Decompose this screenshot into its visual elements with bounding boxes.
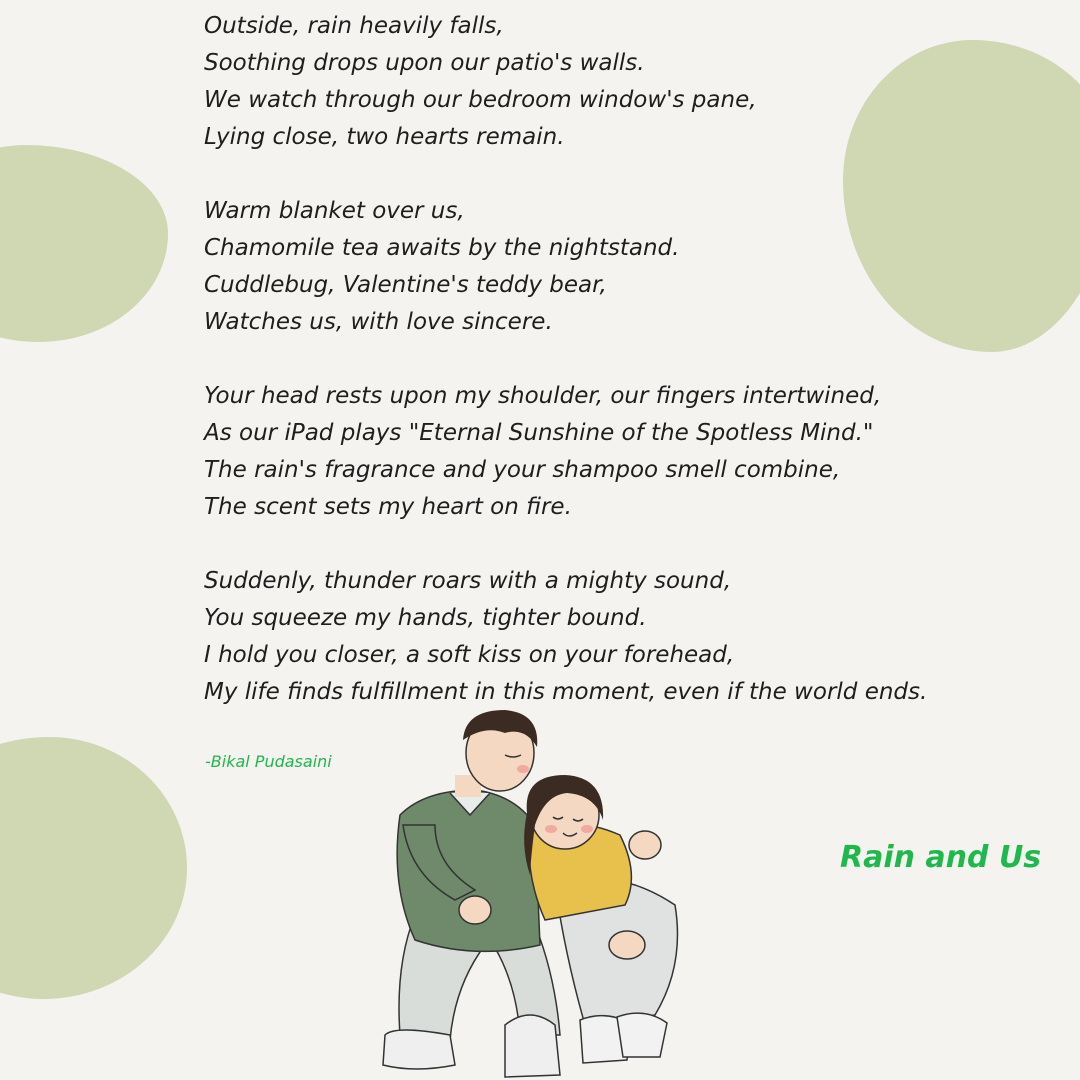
poem-line: Chamomile tea awaits by the nightstand. [204,235,680,261]
poem-line: Suddenly, thunder roars with a mighty sound, [204,568,732,594]
poem [204,8,1024,748]
poem-stanza-3 [204,378,1024,526]
poem-line: As our iPad plays "Eternal Sunshine of the Spotless Mind." [204,420,874,446]
poem-line: Soothing drops upon our patio's walls. [204,50,645,76]
author-signature: -Bikal Pudasaini [205,752,332,771]
couple-sitting-illustration [355,705,715,1080]
poem-line: You squeeze my hands, tighter bound. [204,605,647,631]
poem-line: Lying close, two hearts remain. [204,124,565,150]
poem-line: My life finds fulfillment in this moment, even if the world ends. [204,679,928,705]
poem-line: I hold you closer, a soft kiss on your forehead, [204,642,735,668]
poem-line: Cuddlebug, Valentine's teddy bear, [204,272,607,298]
poem-line: Your head rests upon my shoulder, our fingers intertwined, [204,383,882,409]
poem-title: Rain and Us [840,840,1042,875]
poem-stanza-2 [204,193,1024,341]
poem-stanza-1 [204,8,1024,156]
poem-line: Outside, rain heavily falls, [204,13,504,39]
poem-line: The scent sets my heart on fire. [204,494,572,520]
poem-line: Warm blanket over us, [204,198,465,224]
poem-line: Watches us, with love sincere. [204,309,553,335]
decorative-blob-left-bottom [0,737,187,999]
poem-stanza-4 [204,563,1024,711]
decorative-blob-left-top [0,145,168,342]
poem-line: The rain's fragrance and your shampoo smell combine, [204,457,841,483]
poem-line: We watch through our bedroom window's pane, [204,87,757,113]
